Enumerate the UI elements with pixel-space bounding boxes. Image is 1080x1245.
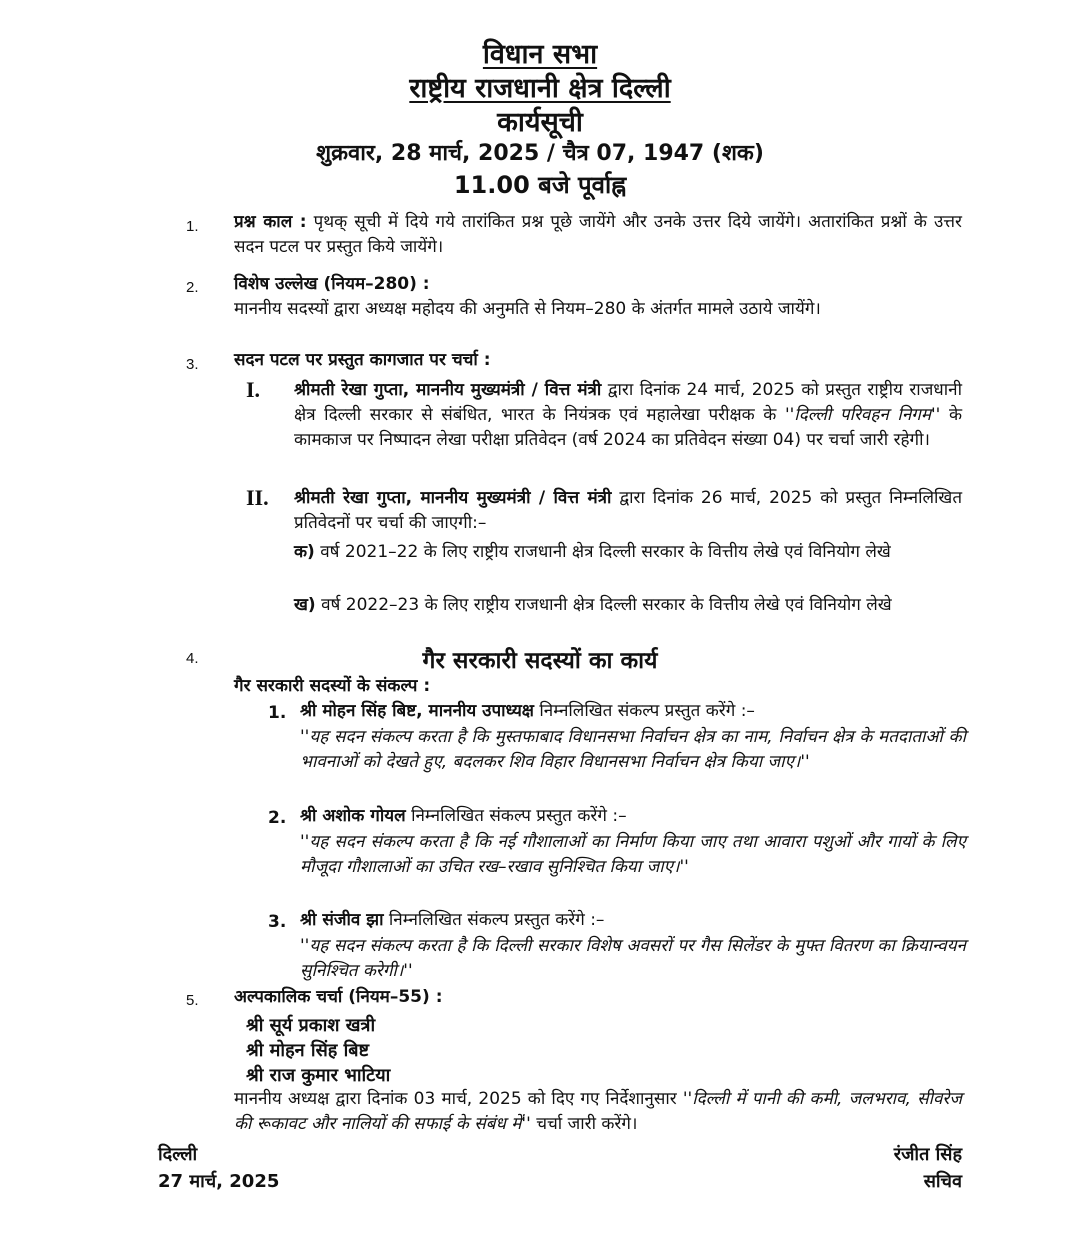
sub-item-ka — [294, 540, 962, 565]
signatory-designation: सचिव — [923, 1171, 962, 1192]
member-name: श्री मोहन सिंह बिष्ट, माननीय उपाध्यक्ष — [300, 701, 534, 721]
territory-title: राष्ट्रीय राजधानी क्षेत्र दिल्ली — [409, 73, 671, 104]
item-number: 1. — [186, 218, 199, 235]
member-name: श्री संजीव झा — [300, 910, 384, 930]
roman-numeral: I. — [246, 377, 261, 402]
discussion-paper-1 — [294, 378, 962, 453]
item-number: 4. — [186, 650, 199, 667]
resolution-number: 3. — [268, 912, 287, 932]
item-number: 5. — [186, 992, 199, 1009]
resolution-number: 2. — [268, 808, 287, 828]
sub-item-label: ख) — [294, 595, 316, 615]
minister-name: श्रीमती रेखा गुप्ता, माननीय मुख्यमंत्री / वित्त मंत्री — [294, 380, 602, 400]
item-heading: प्रश्न काल : — [234, 212, 307, 232]
item-text: पृथक् सूची में दिये गये तारांकित प्रश्न पूछे जायेंगे और उनके उत्तर दिये जायेंगे। अतारांकित प्रश्नों के उत्तर सदन पटल पर प्रस्तुत किये जायेंगे। — [234, 212, 963, 257]
session-time: 11.00 बजे पूर्वाह्न — [453, 171, 627, 199]
resolution-3 — [300, 908, 962, 933]
discussion-text: माननीय अध्यक्ष द्वारा दिनांक 03 मार्च, 2025 को दिए गए निर्देशानुसार — [234, 1089, 677, 1109]
paper-text: द्वारा दिनांक 24 मार्च, 2025 को प्रस्तुत राष्ट्रीय राजधानी क्षेत्र दिल्ली सरकार से संबंधित, भारत के नियंत्रक एवं महालेखा परीक्षक के — [294, 380, 963, 425]
minister-name: श्रीमती रेखा गुप्ता, माननीय मुख्यमंत्री / वित्त मंत्री — [294, 488, 612, 508]
resolution-intro: निम्नलिखित संकल्प प्रस्तुत करेंगे :– — [411, 806, 627, 826]
item-number: 2. — [186, 279, 199, 296]
resolution-intro: निम्नलिखित संकल्प प्रस्तुत करेंगे :– — [539, 701, 755, 721]
member-name: श्री सूर्य प्रकाश खत्री — [246, 1015, 376, 1036]
private-members-heading: गैर सरकारी सदस्यों का कार्य — [422, 648, 658, 674]
resolution-intro: निम्नलिखित संकल्प प्रस्तुत करेंगे :– — [388, 910, 605, 930]
resolution-quote: ''यह सदन संकल्प करता है कि दिल्ली सरकार विशेष अवसरों पर गैस सिलेंडर के मुफ्त वितरण का क्रियान्वयन सुनिश्चित करेगी।'' — [300, 936, 966, 981]
session-date: शुक्रवार, 28 मार्च, 2025 / चैत्र 07, 1947 (शक) — [316, 141, 764, 166]
signatory-name: रंजीत सिंह — [893, 1144, 962, 1165]
sub-item-label: क) — [294, 542, 315, 562]
footer-place: दिल्ली — [158, 1144, 198, 1165]
item-heading: सदन पटल पर प्रस्तुत कागजात पर चर्चा : — [234, 350, 491, 370]
resolution-quote: ''यह सदन संकल्प करता है कि नई गौशालाओं का निर्माण किया जाए तथा आवारा पशुओं और गायों के लिए मौजूदा गौशालाओं का उचित रख–रखाव सुनिश्चित किया जाए।'' — [300, 832, 966, 877]
paper-text-continued: के कामकाज पर निष्पादन लेखा परीक्षा प्रतिवेदन (वर्ष 2024 का प्रतिवेदन संख्या 04) पर चर्चा जारी रहेगी। — [294, 405, 963, 450]
member-name: श्री राज कुमार भाटिया — [246, 1065, 391, 1086]
member-name: श्री अशोक गोयल — [300, 806, 406, 826]
sub-item-text: वर्ष 2022–23 के लिए राष्ट्रीय राजधानी क्षेत्र दिल्ली सरकार के वित्तीय लेखे एवं विनियोग लेखे — [321, 595, 892, 615]
item-heading: अल्पकालिक चर्चा (नियम–55) : — [234, 987, 443, 1007]
resolution-2 — [300, 804, 962, 829]
discussion-paper-2 — [294, 486, 962, 536]
resolution-quote: ''यह सदन संकल्प करता है कि मुस्तफाबाद विधानसभा निर्वाचन क्षेत्र का नाम, निर्वाचन क्षेत्र के मतदाताओं की भावनाओं को देखते हुए, बदलकर शिव विहार विधानसभा निर्वाचन क्षेत्र किया जाए।'' — [300, 727, 966, 772]
discussion-subject: ''दिल्ली में पानी की कमी, जलभराव, सीवरेज की रूकावट और नालियों की सफाई के संबंध में'' — [234, 1089, 962, 1134]
roman-numeral: II. — [246, 485, 269, 510]
item-text: माननीय सदस्यों द्वारा अध्यक्ष महोदय की अनुमति से नियम–280 के अंतर्गत मामले उठाये जायेंगे। — [234, 299, 821, 319]
resolution-1 — [300, 699, 962, 724]
report-subject: ''दिल्ली परिवहन निगम'' — [784, 405, 941, 425]
agenda-title: कार्यसूची — [497, 107, 583, 138]
item-special-mention — [234, 272, 962, 322]
item-question-hour — [234, 210, 962, 260]
member-name: श्री मोहन सिंह बिष्ट — [246, 1040, 370, 1061]
paper-text: द्वारा दिनांक 26 मार्च, 2025 को प्रस्तुत निम्नलिखित प्रतिवेदनों पर चर्चा की जाएगी:– — [294, 488, 963, 533]
resolutions-subheading: गैर सरकारी सदस्यों के संकल्प : — [234, 676, 431, 696]
sub-item-kha — [294, 593, 962, 618]
item-number: 3. — [186, 356, 199, 373]
sub-item-text: वर्ष 2021–22 के लिए राष्ट्रीय राजधानी क्षेत्र दिल्ली सरकार के वित्तीय लेखे एवं विनियोग लेखे — [320, 542, 891, 562]
resolution-number: 1. — [268, 703, 287, 723]
item-heading: विशेष उल्लेख (नियम–280) : — [234, 274, 430, 294]
short-discussion-text — [234, 1087, 962, 1137]
footer-date: 27 मार्च, 2025 — [158, 1171, 280, 1192]
discussion-text-end: चर्चा जारी करेंगे। — [536, 1114, 638, 1134]
assembly-title: विधान सभा — [482, 39, 598, 70]
